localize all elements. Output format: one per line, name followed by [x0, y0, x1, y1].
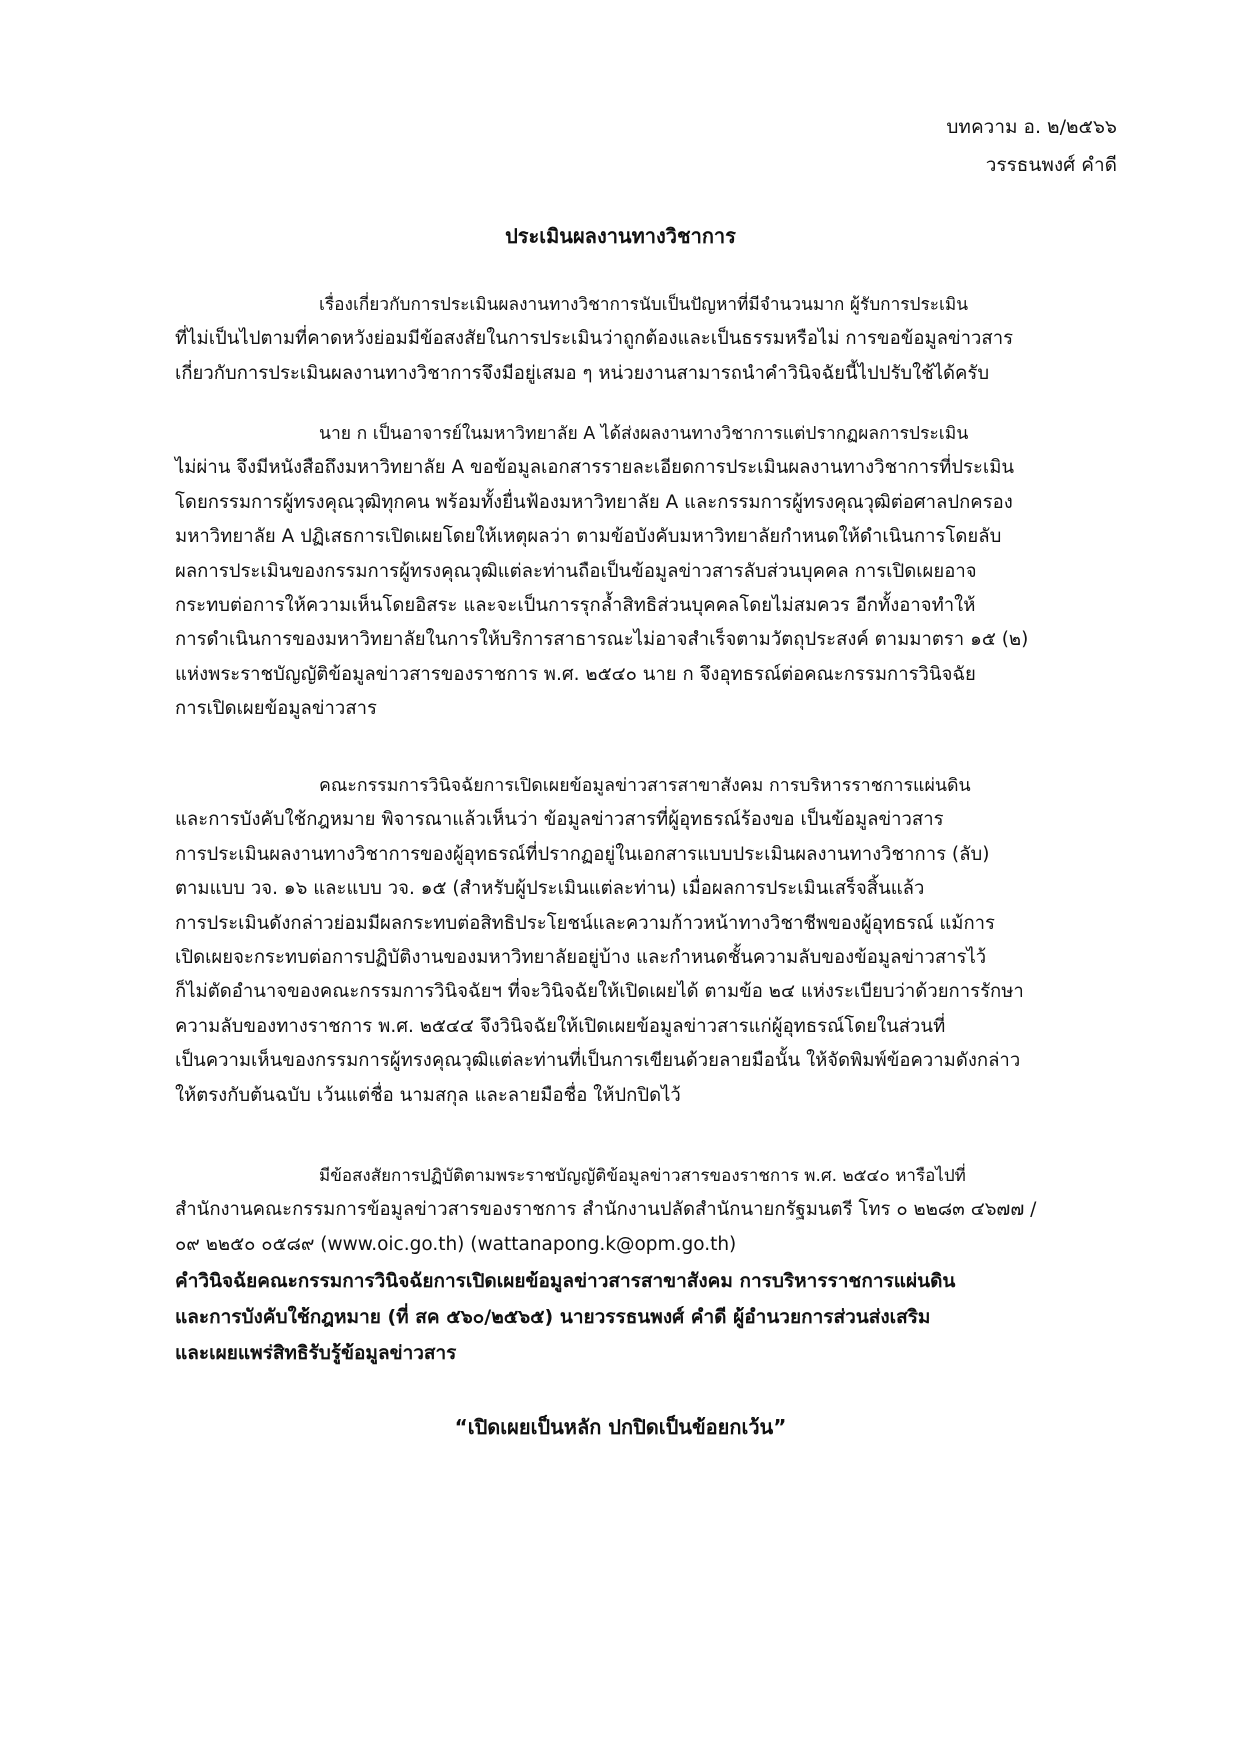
paragraph-line: การประเมินดังกล่าวย่อมมีผลกระทบต่อสิทธิประโยชน์และความก้าวหน้าทางวิชาชีพของผู้อุทธรณ์ แม้การ [175, 912, 995, 934]
paragraph-line: การเปิดเผยข้อมูลข่าวสาร [175, 698, 377, 720]
paragraph-line: ตามแบบ วจ. ๑๖ และแบบ วจ. ๑๕ (สำหรับผู้ประเมินแต่ละท่าน) เมื่อผลการประเมินเสร็จสิ้นแล้ว [175, 878, 925, 900]
paragraph-line: ๐๙ ๒๒๕๐ ๐๕๘๙ (www.oic.go.th) (wattanapong.k@opm.go.th) [175, 1233, 737, 1255]
paragraph-line: มีข้อสงสัยการปฏิบัติตามพระราชบัญญัติข้อมูลข่าวสารของราชการ พ.ศ. ๒๕๔๐ หารือไปที่ [319, 1166, 966, 1186]
paragraph-line: เปิดเผยจะกระทบต่อการปฏิบัติงานของมหาวิทยาลัยอยู่บ้าง และกำหนดชั้นความลับของข้อมูลข่าวสารไว้ [175, 947, 987, 969]
paragraph-line: นาย ก เป็นอาจารย์ในมหาวิทยาลัย A ได้ส่งผลงานทางวิชาการแต่ปรากฏผลการประเมิน [319, 424, 969, 444]
paragraph-line: มหาวิทยาลัย A ปฏิเสธการเปิดเผยโดยให้เหตุผลว่า ตามข้อบังคับมหาวิทยาลัยกำหนดให้ดำเนินการโดยลับ [175, 526, 1002, 548]
paragraph-line: ไม่ผ่าน จึงมีหนังสือถึงมหาวิทยาลัย A ขอข้อมูลเอกสารรายละเอียดการประเมินผลงานทางวิชาการที่ประเมิน [175, 457, 1015, 479]
paragraph-line: แห่งพระราชบัญญัติข้อมูลข่าวสารของราชการ พ.ศ. ๒๕๔๐ นาย ก จึงอุทธรณ์ต่อคณะกรรมการวินิจฉัย [175, 663, 976, 685]
paragraph-line: เรื่องเกี่ยวกับการประเมินผลงานทางวิชาการนับเป็นปัญหาที่มีจำนวนมาก ผู้รับการประเมิน [319, 295, 969, 315]
paragraph-line: โดยกรรมการผู้ทรงคุณวุฒิทุกคน พร้อมทั้งยื่นฟ้องมหาวิทยาลัย A และกรรมการผู้ทรงคุณวุฒิต่อศาลปกครอง [175, 491, 1013, 513]
paragraph-case-facts [175, 417, 1115, 727]
paragraph-line: เกี่ยวกับการประเมินผลงานทางวิชาการจึงมีอยู่เสมอ ๆ หน่วยงานสามารถนำคำวินิจฉัยนี้ไปปรับใช้ได้ครับ [175, 362, 990, 384]
paragraph-line: และการบังคับใช้กฎหมาย พิจารณาแล้วเห็นว่า ข้อมูลข่าวสารที่ผู้อุทธรณ์ร้องขอ เป็นข้อมูลข่าวสาร [175, 809, 944, 831]
paragraph-line: การประเมินผลงานทางวิชาการของผู้อุทธรณ์ที่ปรากฏอยู่ในเอกสารแบบประเมินผลงานทางวิชาการ (ลับ) [175, 843, 990, 865]
paragraph-line: คณะกรรมการวินิจฉัยการเปิดเผยข้อมูลข่าวสารสาขาสังคม การบริหารราชการแผ่นดิน [319, 776, 971, 796]
paragraph-line: ผลการประเมินของกรรมการผู้ทรงคุณวุฒิแต่ละท่านถือเป็นข้อมูลข่าวสารลับส่วนบุคคล การเปิดเผยอาจ [175, 560, 977, 582]
paragraph-contact [175, 1159, 1115, 1262]
paragraph-line: กระทบต่อการให้ความเห็นโดยอิสระ และจะเป็นการรุกล้ำสิทธิส่วนบุคคลโดยไม่สมควร อีกทั้งอาจทำให้ [175, 595, 976, 617]
article-reference: บทความ อ. ๒/๒๕๖๖ [946, 116, 1117, 138]
paragraph-decision-reference [175, 1263, 1115, 1371]
paragraph-intro [175, 288, 1115, 391]
paragraph-decision [175, 769, 1115, 1113]
paragraph-line: คำวินิจฉัยคณะกรรมการวินิจฉัยการเปิดเผยข้อมูลข่าวสารสาขาสังคม การบริหารราชการแผ่นดิน [175, 1270, 956, 1292]
author-name: วรรธนพงศ์ คำดี [985, 154, 1117, 176]
paragraph-line: การดำเนินการของมหาวิทยาลัยในการให้บริการสาธารณะไม่อาจสำเร็จตามวัตถุประสงค์ ตามมาตรา ๑๕ (๒) [175, 629, 1029, 651]
paragraph-line: และการบังคับใช้กฎหมาย (ที่ สค ๕๖๐/๒๕๖๕) นายวรรธนพงศ์ คำดี ผู้อำนวยการส่วนส่งเสริม [175, 1306, 931, 1328]
header-block [946, 108, 1117, 184]
paragraph-line: ความลับของทางราชการ พ.ศ. ๒๕๔๔ จึงวินิจฉัยให้เปิดเผยข้อมูลข่าวสารแก่ผู้อุทธรณ์โดยในส่วนที่ [175, 1015, 946, 1037]
paragraph-line: ที่ไม่เป็นไปตามที่คาดหวังย่อมมีข้อสงสัยในการประเมินว่าถูกต้องและเป็นธรรมหรือไม่ การขอข้อมูลข่าวสาร [175, 328, 1014, 350]
paragraph-line: สำนักงานคณะกรรมการข้อมูลข่าวสารของราชการ สำนักงานปลัดสำนักนายกรัฐมนตรี โทร ๐ ๒๒๘๓ ๔๖๗๗ / [175, 1199, 1037, 1221]
paragraph-line: ให้ตรงกับต้นฉบับ เว้นแต่ชื่อ นามสกุล และลายมือชื่อ ให้ปกปิดไว้ [175, 1084, 681, 1106]
paragraph-line: และเผยแพร่สิทธิรับรู้ข้อมูลข่าวสาร [175, 1342, 457, 1364]
document-title: ประเมินผลงานทางวิชาการ [505, 224, 736, 248]
paragraph-line: เป็นความเห็นของกรรมการผู้ทรงคุณวุฒิแต่ละท่านที่เป็นการเขียนด้วยลายมือนั้น ให้จัดพิมพ์ข้อความดังกล่าว [175, 1050, 1021, 1072]
closing-slogan: “เปิดเผยเป็นหลัก ปกปิดเป็นข้อยกเว้น” [454, 1415, 787, 1439]
paragraph-line: ก็ไม่ตัดอำนาจของคณะกรรมการวินิจฉัยฯ ที่จะวินิจฉัยให้เปิดเผยได้ ตามข้อ ๒๔ แห่งระเบียบว่าด้วยการรักษา [175, 981, 1024, 1003]
